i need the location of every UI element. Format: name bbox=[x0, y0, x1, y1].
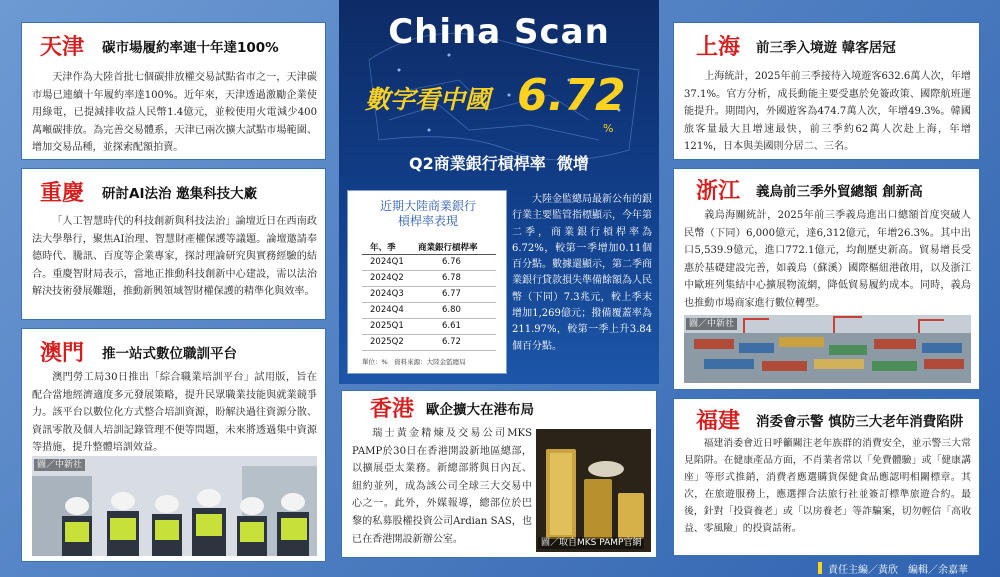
table-cell-ratio: 6.61 bbox=[442, 321, 461, 331]
city-title-shanghai: 上海 bbox=[696, 34, 741, 60]
article-hongkong bbox=[341, 390, 657, 558]
table-row-divider bbox=[362, 302, 496, 303]
table-row-divider bbox=[362, 334, 496, 335]
article-zhejiang bbox=[673, 168, 980, 390]
workers-image bbox=[32, 456, 317, 556]
photo-caption-zhejiang: 圖／中新社 bbox=[686, 318, 737, 330]
headline-shanghai: 前三季入境遊 韓客居冠 bbox=[756, 40, 896, 56]
table-row-divider bbox=[362, 286, 496, 287]
table-cell-period: 2024Q3 bbox=[370, 289, 404, 299]
table-cell-period: 2024Q1 bbox=[370, 257, 404, 267]
body-hongkong: 瑞士黃金精煉及交易公司MKS PAMP於30日在香港開設新地區總部，以擴展亞太業務。新總部將與日內瓦、紐約並列，成為該公司全球三大交易中心之一。此外，外媒報導，總部位於巴黎的私募股權投資公司Ardian SAS，也已在香港開設新辦公室。 bbox=[352, 428, 532, 545]
body-shanghai: 上海統計，2025年前三季接待入境遊客632.6萬人次，年增37.1%。官方分析，成長動能主要受惠於免簽政策、國際航班運能提升。期間內，外國遊客為474.7萬人次，年增49.3%。韓國旅客量最大且增速最快，前三季約62萬人次赴上海，年增121%，日本與美國則分居二、三名。 bbox=[684, 71, 971, 153]
headline-fujian: 消委會示警 慎防三大老年消費陷阱 bbox=[756, 414, 964, 430]
city-title-macau: 澳門 bbox=[40, 340, 85, 366]
table-col-ratio: 商業銀行槓桿率 bbox=[418, 243, 478, 253]
city-title-fujian: 福建 bbox=[696, 408, 741, 434]
table-cell-period: 2025Q1 bbox=[370, 321, 404, 331]
headline-zhejiang: 義烏前三季外貿總額 創新高 bbox=[756, 184, 923, 200]
article-chongqing bbox=[21, 168, 326, 320]
table-col-period: 年、季 bbox=[370, 243, 396, 253]
table-row-divider bbox=[362, 350, 496, 351]
table-cell-ratio: 6.80 bbox=[442, 305, 461, 315]
table-cell-ratio: 6.72 bbox=[442, 337, 461, 347]
banner-headline: Q2商業銀行槓桿率 微增 bbox=[409, 154, 589, 173]
gold-image bbox=[536, 429, 651, 552]
table-cell-period: 2024Q4 bbox=[370, 305, 404, 315]
article-tianjin bbox=[21, 22, 326, 160]
article-shanghai bbox=[673, 22, 980, 160]
city-title-chongqing: 重慶 bbox=[40, 180, 85, 206]
table-title-line2: 槓桿率表現 bbox=[397, 214, 458, 228]
table-divider bbox=[362, 254, 496, 255]
table-row-divider bbox=[362, 270, 496, 271]
photo-caption-macau: 圖／中新社 bbox=[34, 459, 85, 471]
footer-editors: 責任主編／黃欣 編輯／余嘉華 bbox=[828, 565, 968, 576]
banner-percent: % bbox=[603, 122, 614, 135]
table-cell-ratio: 6.77 bbox=[442, 289, 461, 299]
body-tianjin: 天津作為大陸首批七個碳排放權交易試點省市之一，天津碳市場已連續十年履約率達100%。近年來，天津透過激勵企業使用綠電，已提減排收益人民幣1.4億元，並較使用火電減少400萬噸碳排放。為完善交易體系，天津已兩次擴大試點市場範圍、增加交易品種，並探索配額拍賣。 bbox=[32, 72, 317, 154]
photo-port bbox=[684, 315, 971, 383]
center-body: 大陸金監總局最新公布的銀行業主要監管指標顯示，今年第二季，商業銀行槓桿率為6.72%，較第一季增加0.11個百分點。數據還顯示，第二季商業銀行貸款損失準備餘額為人民幣（下同）7.3兆元，較上季末增加1,269億元；撥備覆蓋率為211.97%，較第一季上升3.84個百分點。 bbox=[512, 194, 652, 352]
headline-macau: 推一站式數位職訓平台 bbox=[102, 346, 237, 362]
city-title-hongkong: 香港 bbox=[370, 396, 415, 422]
table-unit: 單位：% 資料來源：大陸金監總局 bbox=[362, 358, 466, 366]
article-macau bbox=[21, 328, 326, 562]
banner-title: China Scan bbox=[388, 12, 610, 52]
table-cell-ratio: 6.76 bbox=[442, 257, 461, 267]
body-chongqing: 「人工智慧時代的科技創新與科技法治」論壇近日在西南政法大學舉行，聚焦AI治理、智慧財產權保護等議題。論壇邀請奉德時代、騰訊、百度等企業專家，探討理論研究與實務經驗的結合。重慶智財局表示，當地正推動科技創新中心建設，需以法治解決技術發展難題，推動新興領域智財權保護的精準化與效率。 bbox=[32, 216, 317, 298]
photo-caption-hongkong: 圖／取自MKS PAMP官網 bbox=[538, 537, 644, 549]
body-fujian: 福建消委會近日呼籲關注老年族群的消費安全，並示警三大常見陷阱。在健康產品方面，不肖業者常以「免費體驗」或「健康講座」等形式推銷，消費者應選購貨保健食品應認明相關標章。其次，在旅遊服務上，應選擇合法旅行社並簽訂標準旅遊合約。最後，針對「投資養老」或「以房養老」等詐騙案，切勿輕信「高收益、零風險」的投資話術。 bbox=[684, 438, 971, 534]
table-cell-period: 2024Q2 bbox=[370, 273, 404, 283]
headline-chongqing: 研討AI法治 邀集科技大廠 bbox=[102, 186, 258, 202]
photo-workers bbox=[32, 456, 317, 556]
table-row-divider bbox=[362, 318, 496, 319]
body-macau: 澳門勞工局30日推出「綜合職業培訓平台」試用版，旨在配合當地經濟適度多元發展策略，提升民眾職業技能與就業競爭力。該平台以數位化方式整合培訓資源，盼解決過往資源分散、資訊零散及個人培訓記錄管理不便等問題，未來將透過集中資源等措施，提升整體培訓效益。 bbox=[32, 372, 317, 454]
headline-tianjin: 碳市場履約率連十年達100% bbox=[102, 40, 279, 56]
table-cell-ratio: 6.78 bbox=[442, 273, 461, 283]
footer-bar-accent bbox=[818, 562, 822, 574]
banner-big-number: 6.72 bbox=[517, 70, 626, 121]
table-cell-period: 2025Q2 bbox=[370, 337, 404, 347]
body-zhejiang: 義烏海關統計，2025年前三季義烏進出口總額首度突破人民幣（下同）6,000億元，達6,312億元，年增26.3%。其中出口5,539.9億元，進口772.1億元，均創歷史新高。貿易增長受惠於基礎建設完善，如義烏（蘇溪）國際樞紐港啟用，以及浙江中歐班列集結中心擴展物流網，降低貿易履約成本。同時，義烏也推動市場商家進行數位轉型。 bbox=[684, 210, 971, 309]
headline-hongkong: 歐企擴大在港布局 bbox=[426, 402, 534, 418]
city-title-tianjin: 天津 bbox=[40, 34, 85, 60]
photo-gold bbox=[536, 429, 651, 552]
table-title-line1: 近期大陸商業銀行 bbox=[379, 199, 476, 213]
article-fujian bbox=[673, 398, 980, 556]
city-title-zhejiang: 浙江 bbox=[696, 178, 741, 204]
leverage-table bbox=[347, 190, 507, 374]
banner-subtitle: 數字看中國 bbox=[365, 85, 491, 114]
